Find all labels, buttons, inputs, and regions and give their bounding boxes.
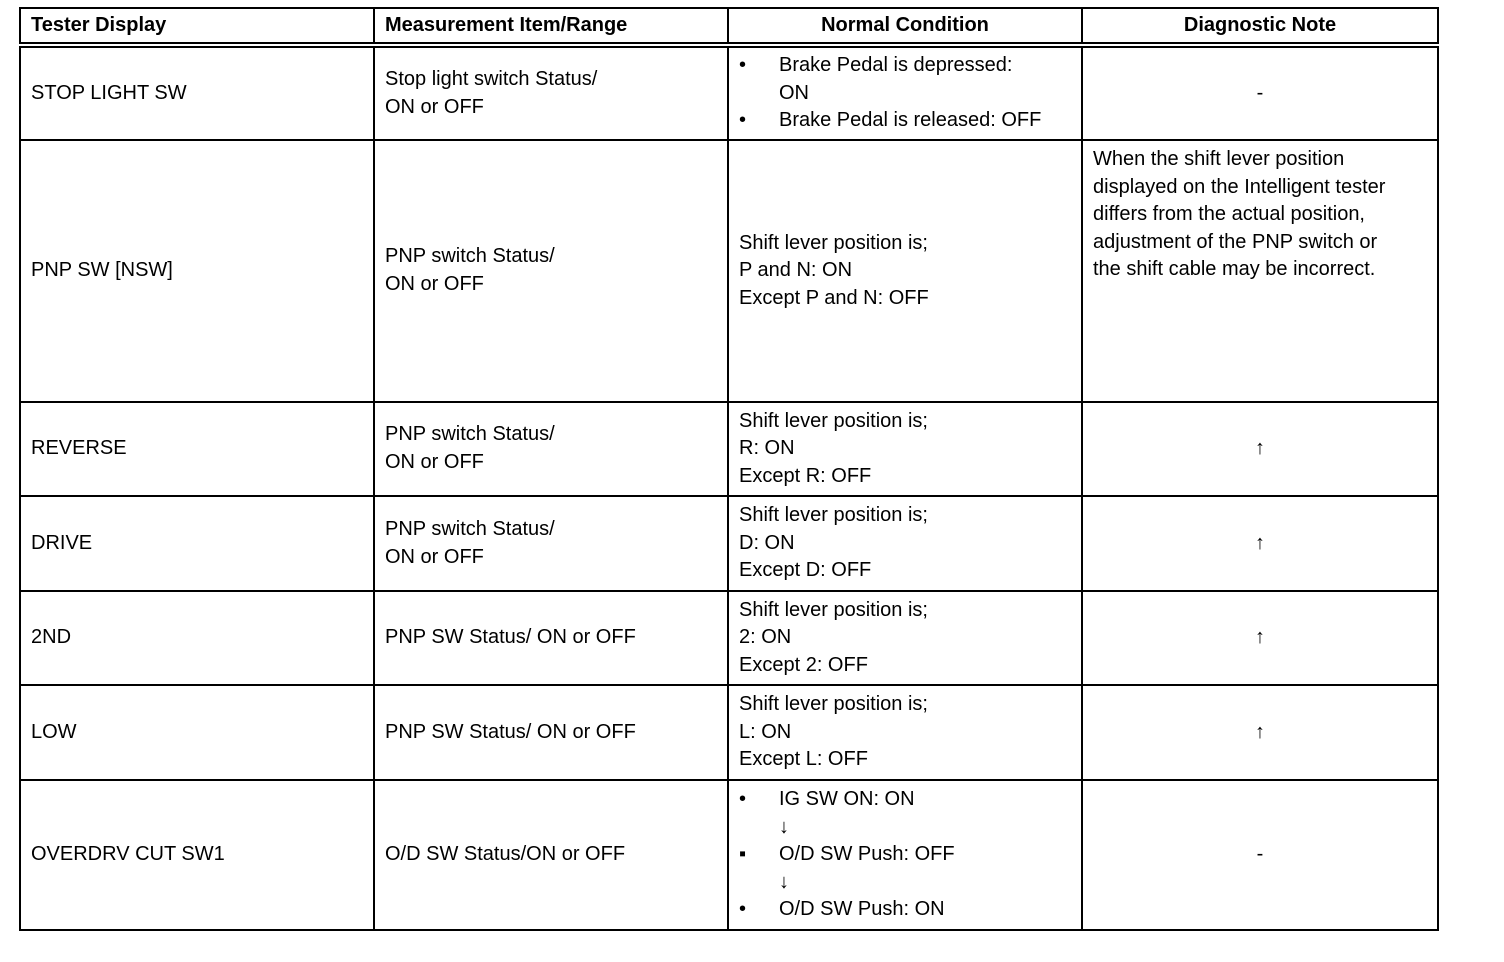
bullet-item	[739, 107, 1071, 135]
condition-line: Except 2: OFF	[739, 653, 868, 676]
condition-line: Shift lever position is;	[739, 409, 928, 432]
condition-line: Shift lever position is;	[739, 231, 928, 254]
measurement-cell	[374, 140, 728, 402]
bullet-text: Brake Pedal is released: OFF	[779, 109, 1042, 132]
measurement-cell: O/D SW Status/ON or OFF	[374, 780, 728, 930]
bullet-dot: •	[739, 788, 747, 811]
bullet-item	[739, 786, 1071, 814]
condition-line: Shift lever position is;	[739, 598, 928, 621]
table-row	[20, 496, 1438, 591]
measurement-cell	[374, 402, 728, 496]
tester-display-cell: OVERDRV CUT SW1	[20, 780, 374, 930]
diagnostic-note-cell	[1082, 685, 1438, 780]
condition-line: L: ON	[739, 720, 792, 743]
table-row	[20, 140, 1438, 402]
condition-cell	[728, 402, 1082, 496]
table-row	[20, 780, 1438, 930]
table-row	[20, 591, 1438, 685]
up-arrow-icon: ↑	[1255, 437, 1265, 460]
down-arrow-icon: ↓	[779, 815, 789, 838]
measurement-line: Stop light switch Status/	[385, 67, 598, 90]
condition-line: Except L: OFF	[739, 748, 868, 771]
up-arrow-icon: ↑	[1255, 531, 1265, 554]
note-line: adjustment of the PNP switch or	[1093, 230, 1378, 253]
condition-line: Shift lever position is;	[739, 504, 928, 527]
measurement-line: PNP switch Status/	[385, 517, 555, 540]
diagnostic-note-cell	[1082, 496, 1438, 591]
data-list-table	[19, 7, 1439, 931]
header-measurement-item: Measurement Item/Range	[374, 8, 728, 45]
note-line: the shift cable may be incorrect.	[1093, 258, 1376, 281]
bullet-text: O/D SW Push: OFF	[779, 843, 955, 866]
condition-cell	[728, 780, 1082, 930]
condition-cell	[728, 496, 1082, 591]
condition-line: Shift lever position is;	[739, 693, 928, 716]
diagnostic-note-cell: -	[1082, 780, 1438, 930]
condition-cell	[728, 45, 1082, 140]
note-line: When the shift lever position	[1093, 148, 1345, 170]
header-row	[20, 8, 1438, 45]
tester-display-cell: 2ND	[20, 591, 374, 685]
condition-line: Except R: OFF	[739, 464, 872, 487]
tester-display-cell: STOP LIGHT SW	[20, 45, 374, 140]
bullet-item	[739, 52, 1071, 107]
up-arrow-icon: ↑	[1255, 626, 1265, 649]
bullet-text: Brake Pedal is depressed:	[779, 54, 1013, 77]
measurement-cell: PNP SW Status/ ON or OFF	[374, 591, 728, 685]
down-arrow-icon: ↓	[779, 870, 789, 893]
tester-display-cell: REVERSE	[20, 402, 374, 496]
diagnostic-note-cell	[1082, 402, 1438, 496]
bullet-item	[739, 896, 1071, 924]
condition-cell	[728, 591, 1082, 685]
condition-line: D: ON	[739, 531, 795, 554]
measurement-line: ON or OFF	[385, 273, 484, 295]
bullet-text: O/D SW Push: ON	[779, 898, 945, 921]
condition-line: R: ON	[739, 437, 795, 460]
measurement-line: ON or OFF	[385, 545, 484, 568]
measurement-cell	[374, 45, 728, 140]
measurement-line: ON or OFF	[385, 95, 484, 118]
condition-cell	[728, 685, 1082, 780]
diagnostic-note-cell	[1082, 591, 1438, 685]
measurement-line: PNP switch Status/	[385, 245, 555, 268]
table-row	[20, 402, 1438, 496]
bullet-text: IG SW ON: ON	[779, 788, 915, 811]
table-row	[20, 685, 1438, 780]
measurement-cell: PNP SW Status/ ON or OFF	[374, 685, 728, 780]
measurement-line: PNP switch Status/	[385, 423, 555, 446]
up-arrow-icon: ↑	[1255, 720, 1265, 743]
condition-line: Except P and N: OFF	[739, 286, 929, 309]
tester-display-cell: DRIVE	[20, 496, 374, 591]
bullet-dot: •	[739, 898, 747, 921]
measurement-cell	[374, 496, 728, 591]
bullet-text: ON	[779, 81, 809, 104]
condition-cell	[728, 140, 1082, 402]
bullet-dot: •	[739, 109, 747, 132]
table-row	[20, 45, 1438, 140]
header-tester-display: Tester Display	[20, 8, 374, 45]
condition-line: 2: ON	[739, 626, 792, 649]
bullet-square: ▪	[739, 843, 747, 866]
tester-display-cell: PNP SW [NSW]	[20, 140, 374, 402]
bullet-item	[739, 841, 1071, 869]
note-line: displayed on the Intelligent tester	[1093, 175, 1386, 198]
measurement-line: ON or OFF	[385, 451, 484, 473]
condition-line: P and N: ON	[739, 259, 853, 282]
bullet-dot: •	[739, 54, 747, 77]
header-normal-condition: Normal Condition	[728, 8, 1082, 45]
note-line: differs from the actual position,	[1093, 203, 1365, 226]
condition-line: Except D: OFF	[739, 559, 872, 582]
diagnostic-note-cell	[1082, 140, 1438, 402]
header-diagnostic-note: Diagnostic Note	[1082, 8, 1438, 45]
diagnostic-note-cell: -	[1082, 45, 1438, 140]
tester-display-cell: LOW	[20, 685, 374, 780]
